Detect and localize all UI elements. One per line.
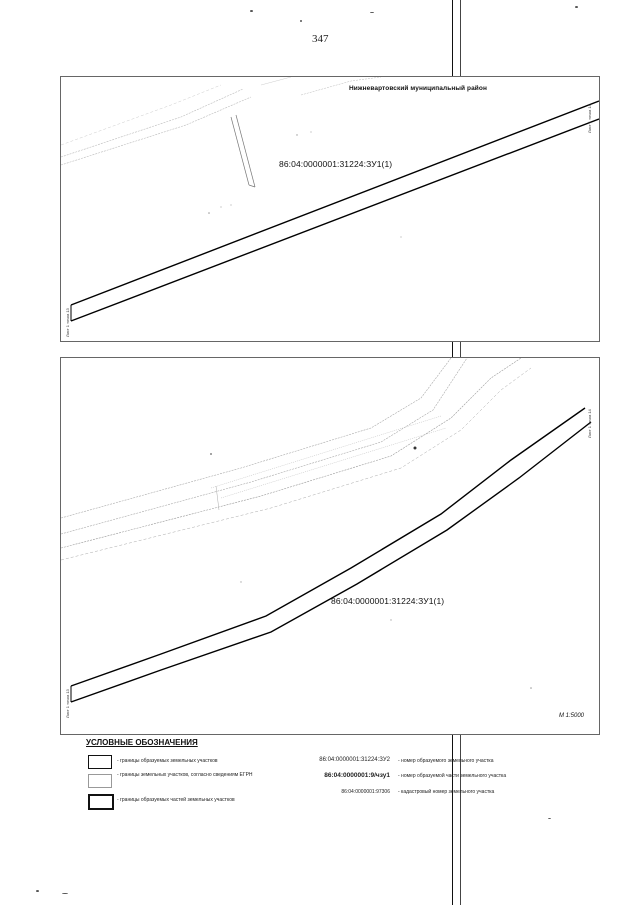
map-frame-bottom	[60, 357, 600, 735]
scan-speck	[575, 6, 578, 8]
scan-speck	[62, 893, 68, 894]
plot-number-label: 86:04:0000001:31224:ЗУ1(1)	[331, 596, 445, 606]
scan-speck	[36, 890, 39, 892]
legend-title: УСЛОВНЫЕ ОБОЗНАЧЕНИЯ	[86, 738, 198, 747]
legend-code: 86:04:0000001:97306	[341, 789, 390, 795]
legend-meaning: - номер образуемой части земельного участка	[398, 773, 507, 779]
map-drawing-bottom	[61, 358, 599, 734]
legend-symbol-bold	[88, 794, 114, 810]
legend-meaning: - номер образуемого земельного участка	[398, 758, 494, 764]
scan-speck	[300, 20, 302, 22]
legend-symbol-thick	[88, 755, 112, 769]
legend-description: - границы образуемых частей земельных участков	[117, 797, 235, 803]
edge-label-right: Лист 1 точка 14	[587, 104, 592, 133]
plot-number-label: 86:04:0000001:31224:ЗУ1(1)	[279, 159, 393, 169]
scan-speck	[370, 12, 374, 13]
legend-code: 86:04:0000001:9/чзу1	[324, 772, 390, 779]
legend-code: 86:04:0000001:31224:ЗУ2	[319, 757, 390, 763]
legend-meaning: - кадастровый номер земельного участка	[398, 789, 495, 795]
scale-label: М 1:5000	[559, 713, 585, 719]
edge-label-left: Лист 1 точка 13	[65, 689, 70, 718]
edge-label-right: Лист 1 точка 14	[587, 409, 592, 438]
legend-description: - границы земельных участков, согласно сведениям ЕГРН	[117, 772, 253, 778]
legend-description: - границы образуемых земельных участков	[117, 758, 218, 764]
page-number: 347	[312, 33, 329, 45]
district-label: Нижневартовский муниципальный район	[349, 85, 487, 92]
edge-label-left: Лист 1 точка 13	[65, 308, 70, 337]
scan-speck	[548, 818, 551, 819]
scan-speck	[250, 10, 253, 12]
legend-symbol-thin	[88, 774, 112, 788]
map-drawing-top	[61, 77, 599, 341]
map-frame-top	[60, 76, 600, 342]
